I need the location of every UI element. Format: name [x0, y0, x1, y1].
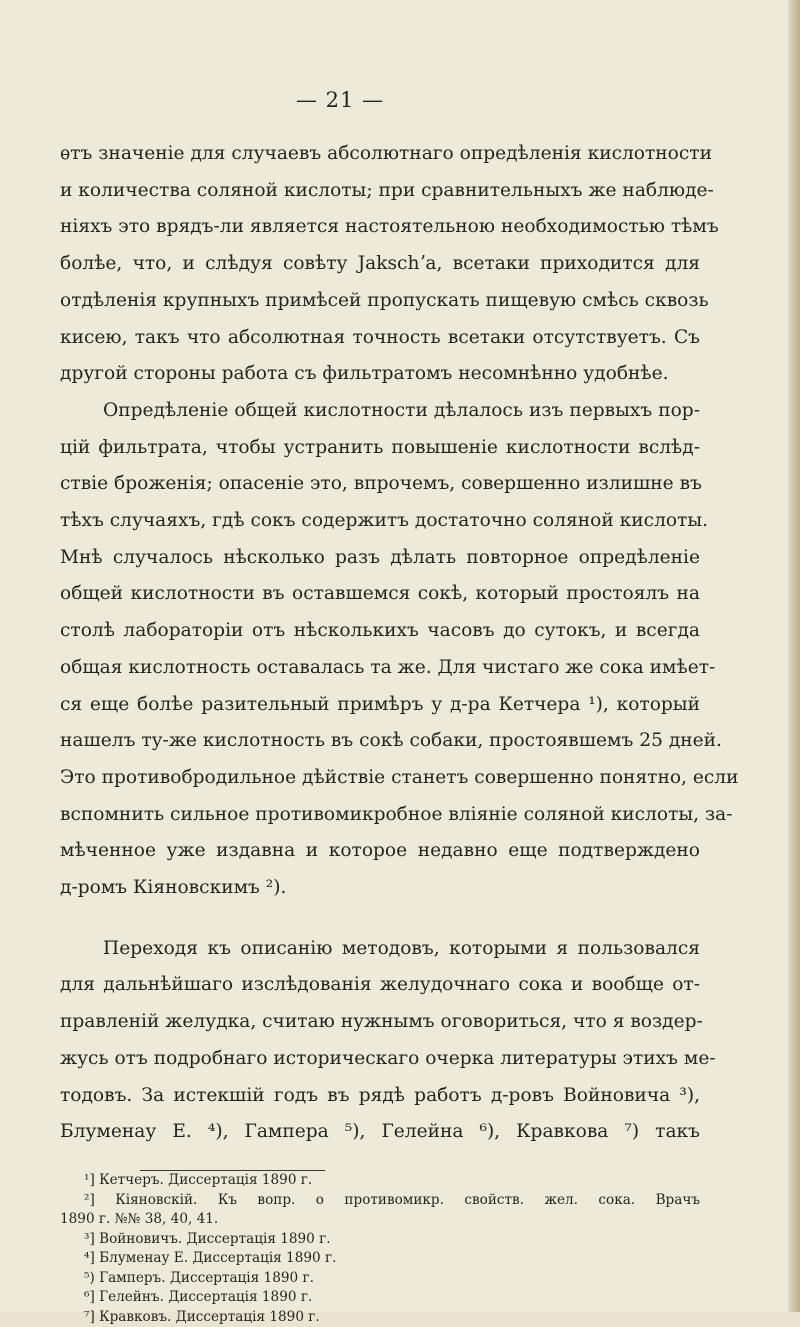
text-line: жусь отъ подробнаго историческаго очерка литературы этихъ ме- — [60, 1041, 700, 1078]
paragraph-gap — [60, 907, 700, 931]
text-line: ѳтъ значеніе для случаевъ абсолютнаго опредѣленія кислотности — [60, 136, 700, 173]
text-line: Это противобродильное дѣйствіе станетъ совершенно понятно, если — [60, 760, 700, 797]
text-line: Опредѣленіе общей кислотности дѣлалось изъ первыхъ пор- — [60, 393, 700, 430]
body-text — [60, 136, 700, 1151]
text-line: цій фильтрата, чтобы устранить повышеніе кислотности вслѣд- — [60, 430, 700, 467]
text-line: отдѣленія крупныхъ примѣсей пропускать пищевую смѣсь сквозь — [60, 283, 700, 320]
text-line: другой стороны работа съ фильтратомъ несомнѣнно удобнѣе. — [60, 356, 700, 393]
text-line: правленій желудка, считаю нужнымъ оговориться, что я воздер- — [60, 1004, 700, 1041]
text-line: и количества соляной кислоты; при сравнительныхъ же наблюде- — [60, 173, 700, 210]
text-line: для дальнѣйшаго изслѣдованія желудочнаго сока и вообще от- — [60, 967, 700, 1004]
footnote: ⁷] Кравковъ. Диссертація 1890 г. — [60, 1308, 700, 1327]
text-line: Переходя къ описанію методовъ, которыми я пользовался — [60, 931, 700, 968]
footnotes — [60, 1171, 700, 1327]
footnote-continuation: 1890 г. №№ 38, 40, 41. — [60, 1210, 700, 1230]
text-line: нашелъ ту-же кислотность въ сокѣ собаки, простоявшемъ 25 дней. — [60, 723, 700, 760]
text-line: общая кислотность оставалась та же. Для чистаго же сока имѣет- — [60, 650, 700, 687]
footnote: ⁵) Гамперъ. Диссертація 1890 г. — [60, 1269, 700, 1289]
text-line: общей кислотности въ оставшемся сокѣ, который простоялъ на — [60, 576, 700, 613]
text-line: Мнѣ случалось нѣсколько разъ дѣлать повторное опредѣленіе — [60, 540, 700, 577]
footnote: ⁴] Блуменау Е. Диссертація 1890 г. — [60, 1249, 700, 1269]
text-line: мѣченное уже издавна и которое недавно еще подтверждено — [60, 833, 700, 870]
page-edge-shadow — [788, 0, 800, 1312]
footnote: ⁶] Гелейнъ. Диссертація 1890 г. — [60, 1288, 700, 1308]
text-line: ствіе броженія; опасеніе это, впрочемъ, совершенно излишне въ — [60, 466, 700, 503]
page-number: — 21 — — [0, 88, 680, 112]
footnote: ³] Войновичъ. Диссертація 1890 г. — [60, 1230, 700, 1250]
text-line: тѣхъ случаяхъ, гдѣ сокъ содержитъ достаточно соляной кислоты. — [60, 503, 700, 540]
footnote: ²] Кіяновскій. Къ вопр. о противомикр. свойств. жел. сока. Врачъ — [60, 1191, 700, 1211]
text-line: ніяхъ это врядъ-ли является настоятельною необходимостью тѣмъ — [60, 209, 700, 246]
text-line: кисею, такъ что абсолютная точность всетаки отсутствуетъ. Съ — [60, 320, 700, 357]
text-line: вспомнить сильное противомикробное вліяніе соляной кислоты, за- — [60, 797, 700, 834]
text-line: Блуменау Е. ⁴), Гампера ⁵), Гелейна ⁶), Кравкова ⁷) такъ — [60, 1114, 700, 1151]
text-line: д-ромъ Кіяновскимъ ²). — [60, 870, 700, 907]
text-line: ся еще болѣе разительный примѣръ у д-ра Кетчера ¹), который — [60, 687, 700, 724]
footnote: ¹] Кетчеръ. Диссертація 1890 г. — [60, 1171, 700, 1191]
text-line: болѣе, что, и слѣдуя совѣту Jakschʼa, всетаки приходится для — [60, 246, 700, 283]
text-line: столѣ лабораторіи отъ нѣсколькихъ часовъ до сутокъ, и всегда — [60, 613, 700, 650]
text-line: тодовъ. За истекшій годъ въ рядѣ работъ д-ровъ Войновича ³), — [60, 1078, 700, 1115]
